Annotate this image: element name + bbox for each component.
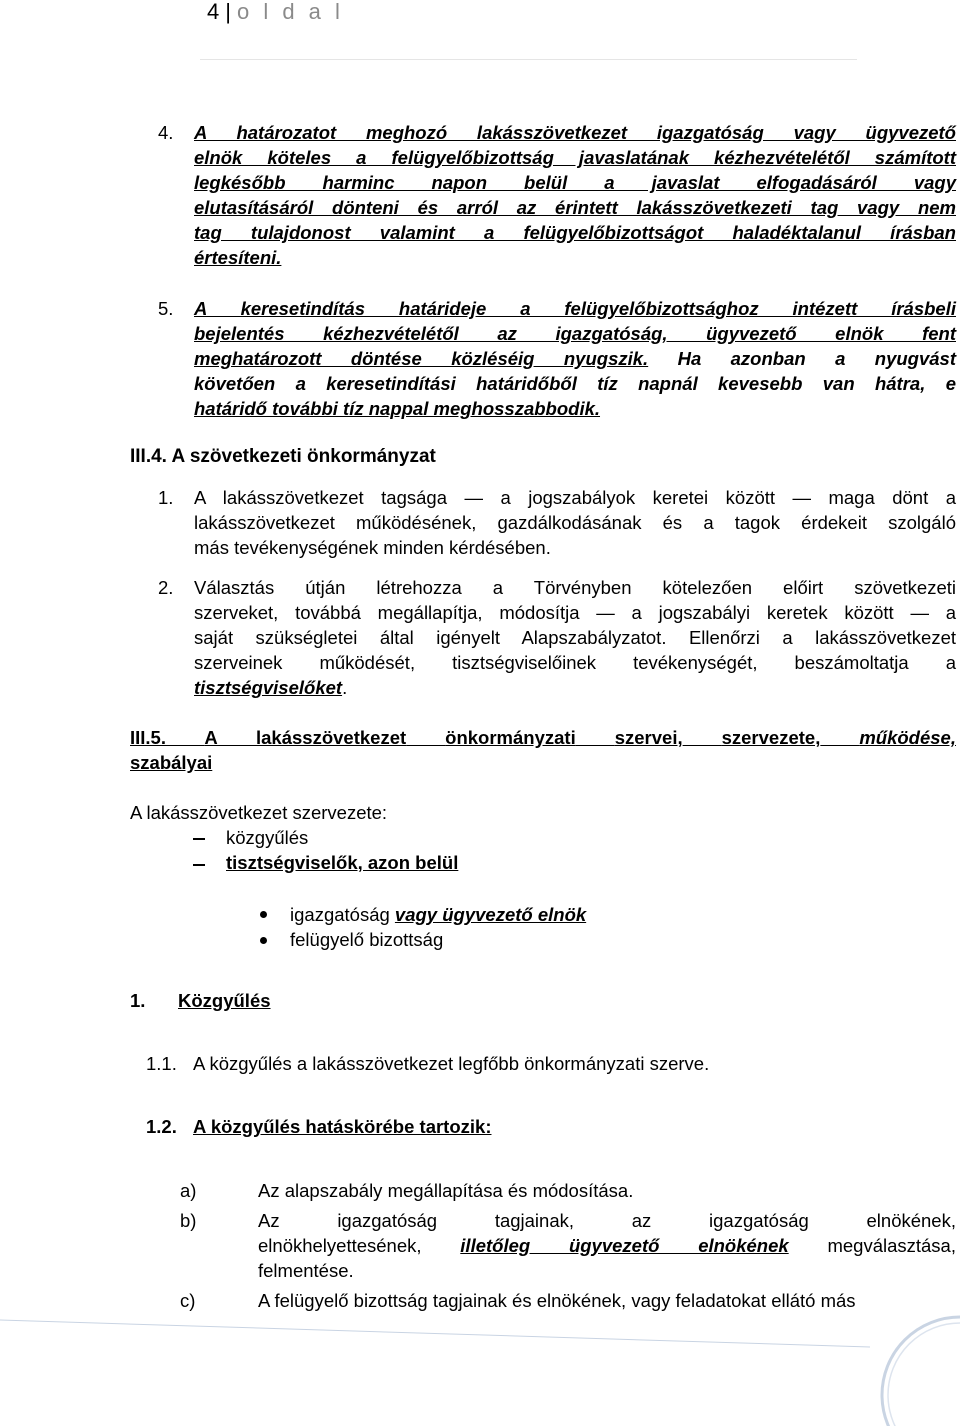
bullet-marker bbox=[260, 937, 267, 944]
list-item-c-label: c) bbox=[180, 1290, 196, 1311]
paragraph-5 bbox=[194, 296, 956, 421]
paragraph-5-underlined-end: meghatározott döntése közléséig nyugszik. bbox=[194, 348, 649, 369]
paragraph-5-number: 5. bbox=[158, 298, 174, 319]
page-footer-decoration bbox=[0, 1300, 960, 1426]
iii5-word: önkormányzati bbox=[445, 727, 576, 748]
section-heading-iii5 bbox=[130, 725, 956, 775]
dash-item-tisztsegviselok: tisztségviselők, azon belül bbox=[226, 852, 459, 873]
paragraph-4-line: elutasításáról dönteni és arról az érintett lakásszövetkezeti tag vagy nem bbox=[194, 197, 956, 218]
paragraph-4-line: elnök köteles a felügyelőbizottság javaslatának kézhezvételétől számított bbox=[194, 147, 956, 168]
footer-rule bbox=[0, 1320, 870, 1347]
bullet-item-italic: vagy ügyvezető elnök bbox=[394, 904, 587, 925]
iii5-heading-line-1 bbox=[130, 725, 956, 750]
list-item-b-start: elnökhelyettesének, bbox=[258, 1235, 461, 1256]
paragraph-5-line: A keresetindítás határideje a felügyelőbizottsághoz intézett írásbeli bbox=[194, 298, 956, 319]
paragraph-5-line bbox=[194, 346, 956, 371]
bullet-marker bbox=[260, 911, 267, 918]
list-item-b-line bbox=[258, 1233, 956, 1258]
iii4-paragraph-1-line: más tevékenységének minden kérdésében. bbox=[194, 537, 551, 558]
iii4-paragraph-2-line: Választás útján létrehozza a Törvényben kötelezően előirt szövetkezeti bbox=[194, 577, 956, 598]
dash-marker bbox=[193, 864, 205, 866]
section-heading-iii4: III.4. A szövetkezeti önkormányzat bbox=[130, 446, 436, 467]
item-1-1-number: 1.1. bbox=[146, 1053, 177, 1074]
iii5-word: lakásszövetkezet bbox=[256, 727, 407, 748]
org-intro: A lakásszövetkezet szervezete: bbox=[130, 802, 388, 823]
paragraph-5-tail: Ha azonban a nyugvást bbox=[648, 348, 956, 369]
iii4-paragraph-2 bbox=[194, 575, 956, 700]
paragraph-4-number: 4. bbox=[158, 122, 174, 143]
bullet-item-plain: igazgatóság bbox=[290, 904, 395, 925]
kozgyules-heading: Közgyűlés bbox=[178, 990, 271, 1011]
iii5-word: szervezete, bbox=[721, 727, 821, 748]
paragraph-5-line: követően a keresetindítási határidőből tíz napnál kevesebb van hátra, e bbox=[194, 373, 956, 394]
list-item-b-text bbox=[258, 1208, 956, 1283]
list-item-c-text: A felügyelő bizottság tagjainak és elnökének, vagy feladatokat ellátó más bbox=[258, 1290, 856, 1311]
list-item-b-italic: illetőleg ügyvezető elnökének bbox=[460, 1235, 789, 1256]
list-item-b-label: b) bbox=[180, 1210, 197, 1231]
paragraph-4-line: A határozatot meghozó lakásszövetkezet igazgatóság vagy ügyvezető bbox=[194, 122, 956, 143]
header-rule bbox=[200, 59, 857, 60]
header-separator: | bbox=[225, 0, 231, 24]
list-item-b-line: Az igazgatóság tagjainak, az igazgatóság elnökének, bbox=[258, 1210, 956, 1231]
iii4-paragraph-2-line: saját szükségletei által igényelt Alapszabályzatot. Ellenőrzi a lakásszövetkezet bbox=[194, 627, 956, 648]
list-item-b-line: felmentése. bbox=[258, 1260, 354, 1281]
paragraph-4-line: értesíteni. bbox=[194, 247, 282, 268]
iii5-heading-line-2: szabályai bbox=[130, 752, 213, 773]
iii4-paragraph-2-line: szerveket, továbbá megállapítja, módosítja — a jogszabályi keretek között — a bbox=[194, 602, 956, 623]
iii5-word: szervei, bbox=[614, 727, 683, 748]
paragraph-5-line: határidő további tíz nappal meghosszabbodik. bbox=[194, 398, 601, 419]
tisztsegviselok-link[interactable]: tisztségviselőket bbox=[194, 677, 343, 698]
list-item-a-label: a) bbox=[180, 1180, 197, 1201]
kozgyules-heading-number: 1. bbox=[130, 990, 146, 1011]
page-header bbox=[207, 0, 344, 24]
iii4-paragraph-1 bbox=[194, 485, 956, 560]
period: . bbox=[342, 677, 348, 698]
iii4-paragraph-1-number: 1. bbox=[158, 487, 174, 508]
iii4-paragraph-1-line: A lakásszövetkezet tagsága — a jogszabályok keretei között — maga dönt a bbox=[194, 487, 956, 508]
corner-arc-outer bbox=[882, 1317, 960, 1426]
iii5-number: III.5. bbox=[130, 727, 166, 748]
iii5-word: A bbox=[204, 727, 217, 748]
dash-item-kozgyules: közgyűlés bbox=[226, 827, 309, 848]
iii5-word-italic: működése, bbox=[859, 727, 956, 748]
iii4-paragraph-2-line bbox=[194, 675, 956, 700]
corner-arc-inner bbox=[888, 1323, 960, 1426]
page-word: o l d a l bbox=[236, 0, 344, 24]
item-1-2-number: 1.2. bbox=[146, 1116, 177, 1137]
list-item-a-text: Az alapszabály megállapítása és módosítása. bbox=[258, 1180, 634, 1201]
paragraph-4-line: tag tulajdonost valamint a felügyelőbizottságot haladéktalanul írásban bbox=[194, 222, 956, 243]
paragraph-5-line: bejelentés kézhezvételétől az igazgatóság, ügyvezető elnök fent bbox=[194, 323, 956, 344]
list-item-b-end: megválasztása, bbox=[788, 1235, 956, 1256]
page-number: 4 bbox=[207, 0, 220, 24]
bullet-item-felugyelo: felügyelő bizottság bbox=[290, 929, 444, 950]
item-1-2-text: A közgyűlés hatáskörébe tartozik: bbox=[193, 1116, 492, 1137]
paragraph-4-line: legkésőbb harminc napon belül a javaslat elfogadásáról vagy bbox=[194, 172, 956, 193]
item-1-1-text: A közgyűlés a lakásszövetkezet legfőbb önkormányzati szerve. bbox=[193, 1053, 710, 1074]
paragraph-4 bbox=[194, 120, 956, 270]
bullet-item-igazgatosag bbox=[290, 902, 586, 927]
iii4-paragraph-1-line: lakásszövetkezet működésének, gazdálkodásának és a tagok érdekeit szolgáló bbox=[194, 512, 956, 533]
dash-marker bbox=[193, 838, 205, 840]
iii4-paragraph-2-line: szerveinek működését, tisztségviselőinek tevékenységét, beszámoltatja a bbox=[194, 652, 956, 673]
iii4-paragraph-2-number: 2. bbox=[158, 577, 174, 598]
